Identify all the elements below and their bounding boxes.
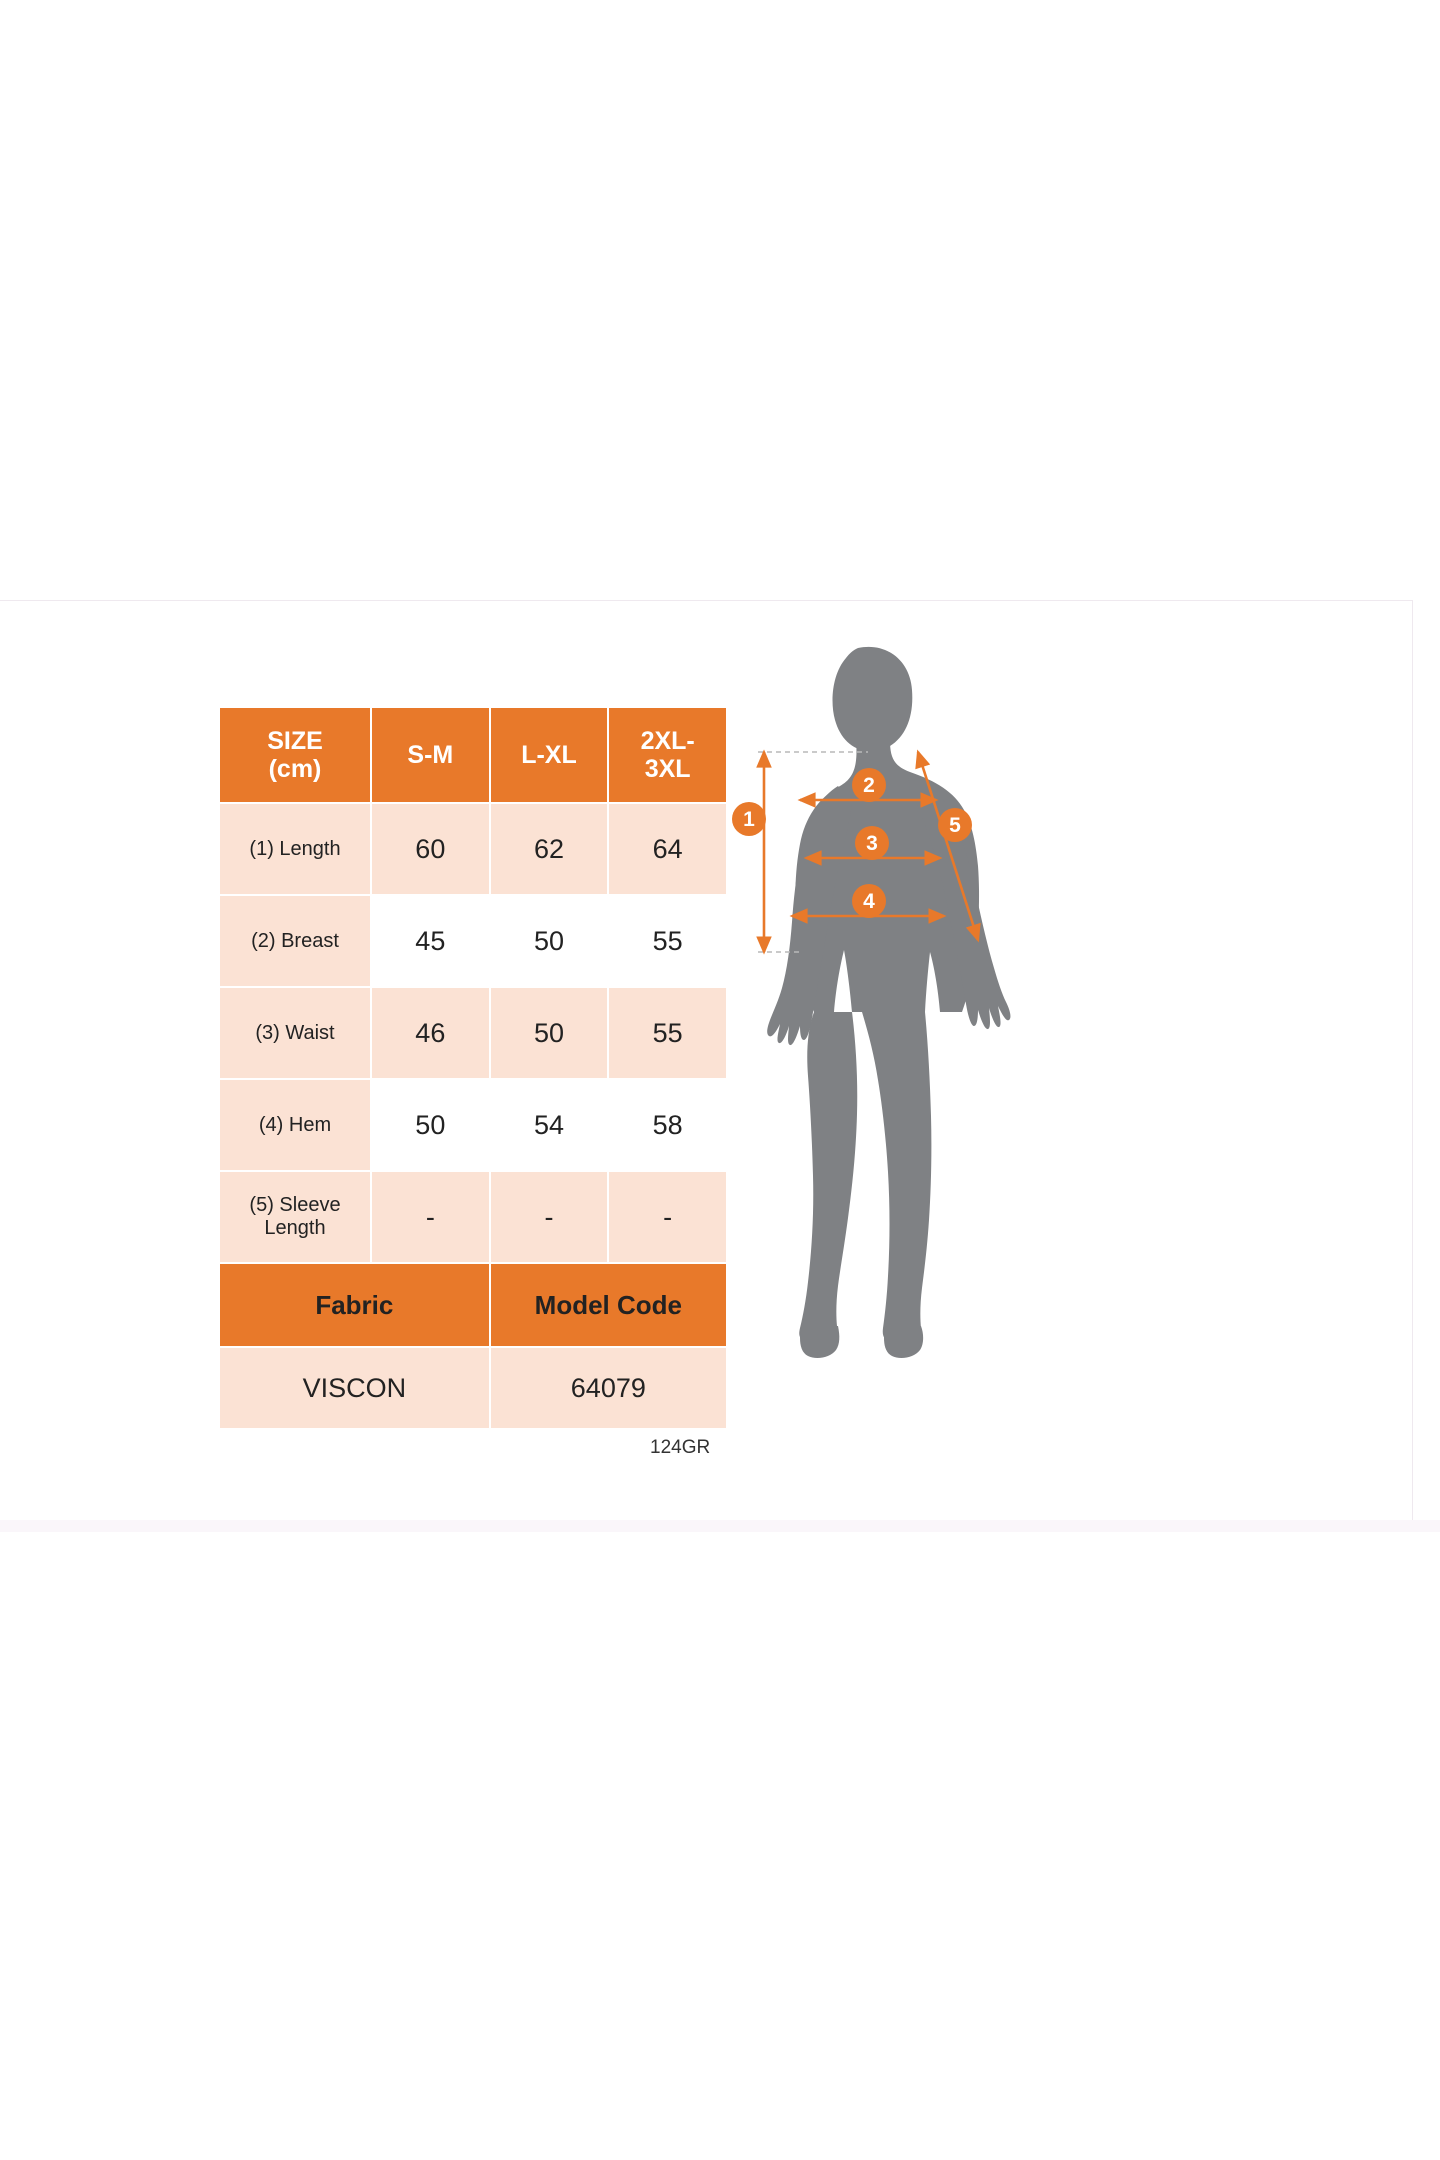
table-footer-value-row xyxy=(219,1347,727,1429)
cell-breast-sm: 45 xyxy=(371,895,490,987)
header-col-2xl3xl xyxy=(608,707,727,803)
table-row xyxy=(219,1079,727,1171)
header-col-lxl: L-XL xyxy=(490,707,609,803)
marker-badge-2: 2 xyxy=(852,768,886,802)
cell-hem-2xl3xl: 58 xyxy=(608,1079,727,1171)
header-col-2xl3xl-line1: 2XL- xyxy=(640,727,695,755)
size-chart-table xyxy=(218,706,728,1430)
product-code-note: 124GR xyxy=(650,1437,711,1458)
row-label-sleeve-line1: (5) Sleeve xyxy=(249,1194,341,1216)
table-header-row xyxy=(219,707,727,803)
marker-badge-5: 5 xyxy=(938,808,972,842)
footer-header-fabric: Fabric xyxy=(219,1263,490,1347)
marker-badge-1: 1 xyxy=(732,802,766,836)
header-col-sm: S-M xyxy=(371,707,490,803)
silhouette-body xyxy=(767,647,1010,1358)
row-label-waist: (3) Waist xyxy=(219,987,371,1079)
cell-breast-lxl: 50 xyxy=(490,895,609,987)
cell-hem-sm: 50 xyxy=(371,1079,490,1171)
cell-sleeve-lxl: - xyxy=(490,1171,609,1263)
table-row xyxy=(219,803,727,895)
cell-waist-sm: 46 xyxy=(371,987,490,1079)
cell-waist-lxl: 50 xyxy=(490,987,609,1079)
cell-sleeve-sm: - xyxy=(371,1171,490,1263)
header-size xyxy=(219,707,371,803)
cell-breast-2xl3xl: 55 xyxy=(608,895,727,987)
size-chart-header xyxy=(219,707,727,803)
footer-value-fabric: VISCON xyxy=(219,1347,490,1429)
row-label-length: (1) Length xyxy=(219,803,371,895)
cell-hem-lxl: 54 xyxy=(490,1079,609,1171)
header-size-line2: (cm) xyxy=(268,755,322,783)
cell-length-sm: 60 xyxy=(371,803,490,895)
row-label-hem: (4) Hem xyxy=(219,1079,371,1171)
measurement-figure xyxy=(740,640,1140,1460)
header-size-line1: SIZE xyxy=(267,727,323,755)
footer-header-model-code: Model Code xyxy=(490,1263,727,1347)
row-label-sleeve-line2: Length xyxy=(264,1217,326,1239)
marker-badge-3: 3 xyxy=(855,826,889,860)
size-chart-body xyxy=(219,803,727,1429)
cell-length-lxl: 62 xyxy=(490,803,609,895)
female-body-silhouette-icon xyxy=(740,640,1140,1460)
row-label-sleeve-length xyxy=(219,1171,371,1263)
header-col-2xl3xl-line2: 3XL xyxy=(644,755,691,783)
table-row xyxy=(219,1171,727,1263)
table-row xyxy=(219,895,727,987)
table-row xyxy=(219,987,727,1079)
marker-badge-4: 4 xyxy=(852,884,886,918)
cell-waist-2xl3xl: 55 xyxy=(608,987,727,1079)
panel-bottom-band xyxy=(0,1520,1440,1532)
table-footer-header-row xyxy=(219,1263,727,1347)
cell-length-2xl3xl: 64 xyxy=(608,803,727,895)
row-label-breast: (2) Breast xyxy=(219,895,371,987)
footer-value-model-code: 64079 xyxy=(490,1347,727,1429)
cell-sleeve-2xl3xl: - xyxy=(608,1171,727,1263)
